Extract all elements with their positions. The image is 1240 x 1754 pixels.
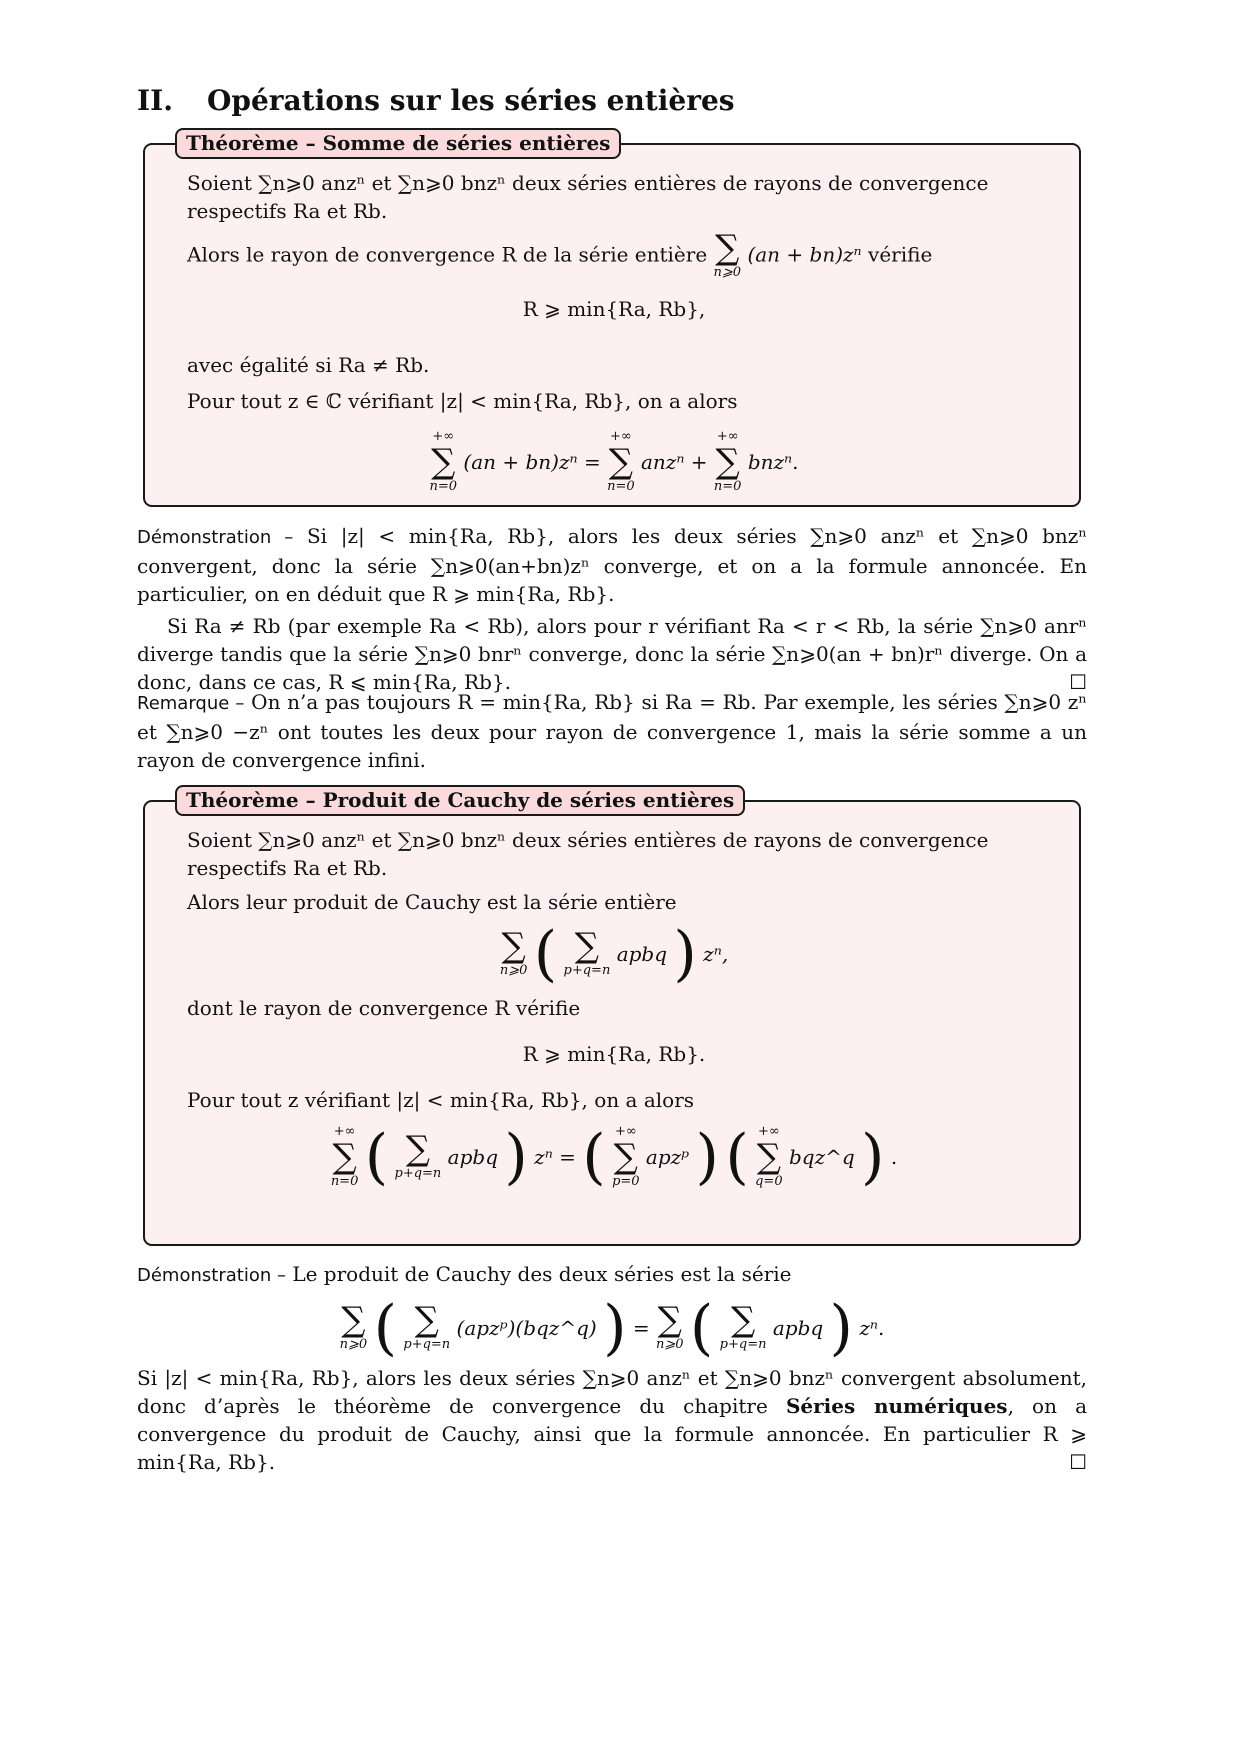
demonstration-sum-p1: Si |z| < min{Ra, Rb}, alors les deux séries ∑n⩾0 anzⁿ et ∑n⩾0 bnzⁿ convergent, donc la série ∑n⩾0(an+bn)zⁿ converge, et on a la formule annoncée. En particulier, on en déduit que R ⩾ min{Ra, Rb}. xyxy=(137,524,1087,606)
demonstration-cauchy-eq: ∑ n⩾0 ( ∑ p+q=n (apzᵖ)(bqz^q) ) = ∑ n⩾0 ( ∑ p+q=n apbq ) zⁿ. xyxy=(339,1293,885,1363)
theorem-sum-p2-text: Alors le rayon de convergence R de la série entière xyxy=(187,242,708,267)
theorem-sum-eq2: +∞ ∑ n=0 (an + bn)zⁿ = +∞ ∑ n=0 anzⁿ + +∞ ∑ n=0 bnzⁿ. xyxy=(429,429,799,494)
theorem-cauchy-eq1: ∑ n⩾0 ( ∑ p+q=n apbq ) zⁿ, xyxy=(499,919,729,989)
sum-symbol: +∞ ∑ q=0 xyxy=(755,1124,783,1189)
theorem-cauchy-p1: Soient ∑n⩾0 anzⁿ et ∑n⩾0 bnzⁿ deux séries entières de rayons de convergence respectifs Ra et Rb. xyxy=(187,828,989,880)
sum-symbol: +∞ ∑ n=0 xyxy=(330,1124,359,1189)
qed-symbol: ☐ xyxy=(1069,670,1087,694)
theorem-sum-p2 xyxy=(187,228,1041,281)
chapter-reference: Séries numériques xyxy=(785,1394,1008,1418)
remark xyxy=(137,688,1087,774)
theorem-sum-p1: Soient ∑n⩾0 anzⁿ et ∑n⩾0 bnzⁿ deux séries entières de rayons de convergence respectifs Ra et Rb. xyxy=(187,171,989,223)
sum-symbol: ∑ p+q=n xyxy=(563,926,611,978)
theorem-cauchy-eq2: R ⩾ min{Ra, Rb}. xyxy=(522,1042,706,1066)
sum-symbol: +∞ ∑ n=0 xyxy=(607,429,635,494)
theorem-cauchy-eq3: +∞ ∑ n=0 ( ∑ p+q=n apbq ) zⁿ = ( +∞ ∑ p=0 apzᵖ ) ( +∞ ∑ q=0 bqz^q ) . xyxy=(330,1122,898,1192)
theorem-sum-eq1: R ⩾ min{Ra, Rb}, xyxy=(522,297,706,321)
sum-symbol: ∑ p+q=n xyxy=(403,1300,451,1352)
section-heading: Opérations sur les séries entières xyxy=(207,84,735,117)
demonstration-cauchy-p1b: , on a convergence du produit de Cauchy, ainsi que la formule annoncée. En particulier R ⩾ min{Ra, Rb}. xyxy=(137,1394,1088,1474)
theorem-sum-label: Théorème – Somme de séries entières xyxy=(175,128,621,159)
demonstration-label: Démonstration – xyxy=(137,527,294,548)
sum-symbol: ∑ n⩾0 xyxy=(655,1300,684,1352)
theorem-cauchy-label: Théorème – Produit de Cauchy de séries entières xyxy=(175,785,745,816)
theorem-sum-p3: avec égalité si Ra ≠ Rb. xyxy=(187,353,430,377)
sum-symbol: ∑ n⩾0 xyxy=(713,228,742,280)
sum-symbol: ∑ n⩾0 xyxy=(339,1300,368,1352)
demonstration-cauchy-intro: Le produit de Cauchy des deux séries est la série xyxy=(292,1262,792,1286)
sum-symbol: +∞ ∑ p=0 xyxy=(612,1124,640,1189)
theorem-sum-p2-end: vérifie xyxy=(868,242,933,267)
theorem-cauchy-p3: dont le rayon de convergence R vérifie xyxy=(187,996,581,1020)
sum-symbol: +∞ ∑ n=0 xyxy=(429,429,458,494)
sum-symbol: +∞ ∑ n=0 xyxy=(713,429,742,494)
remark-text: On n’a pas toujours R = min{Ra, Rb} si Ra = Rb. Par exemple, les séries ∑n⩾0 zⁿ et ∑n⩾0 −zⁿ ont toutes les deux pour rayon de convergence 1, mais la série somme a un rayon de convergence infini. xyxy=(137,690,1087,772)
sum-symbol: ∑ p+q=n xyxy=(394,1129,442,1181)
theorem-sum-p2-sum: (an + bn)zⁿ xyxy=(747,242,862,267)
section-number: II. xyxy=(137,84,173,117)
demonstration-label: Démonstration – xyxy=(137,1265,286,1286)
theorem-cauchy-box xyxy=(143,788,1081,1246)
remark-label: Remarque – xyxy=(137,693,245,714)
sum-symbol: ∑ n⩾0 xyxy=(499,926,528,978)
theorem-sum-box xyxy=(143,131,1081,507)
demonstration-cauchy xyxy=(137,1260,1087,1476)
theorem-sum-p4: Pour tout z ∈ ℂ vérifiant |z| < min{Ra, Rb}, on a alors xyxy=(187,389,738,413)
section-title xyxy=(137,84,735,117)
theorem-cauchy-p4: Pour tout z vérifiant |z| < min{Ra, Rb}, on a alors xyxy=(187,1088,695,1112)
sum-symbol: ∑ p+q=n xyxy=(719,1300,767,1352)
theorem-cauchy-p2: Alors leur produit de Cauchy est la série entière xyxy=(187,890,677,914)
demonstration-sum-p2: Si Ra ≠ Rb (par exemple Ra < Rb), alors pour r vérifiant Ra < r < Rb, la série ∑n⩾0 anrⁿ diverge tandis que la série ∑n⩾0 bnrⁿ converge, donc la série ∑n⩾0(an + bn)rⁿ diverge. On a donc, dans ce cas, R ⩽ min{Ra, Rb}. xyxy=(137,614,1087,694)
demonstration-cauchy-p1a: Si |z| < min{Ra, Rb}, alors les deux séries ∑n⩾0 anzⁿ et ∑n⩾0 bnzⁿ convergent absolument, donc d’après le théorème de convergence du chapitre xyxy=(137,1366,1087,1418)
qed-symbol: ☐ xyxy=(1069,1450,1087,1474)
demonstration-sum xyxy=(137,522,1087,696)
